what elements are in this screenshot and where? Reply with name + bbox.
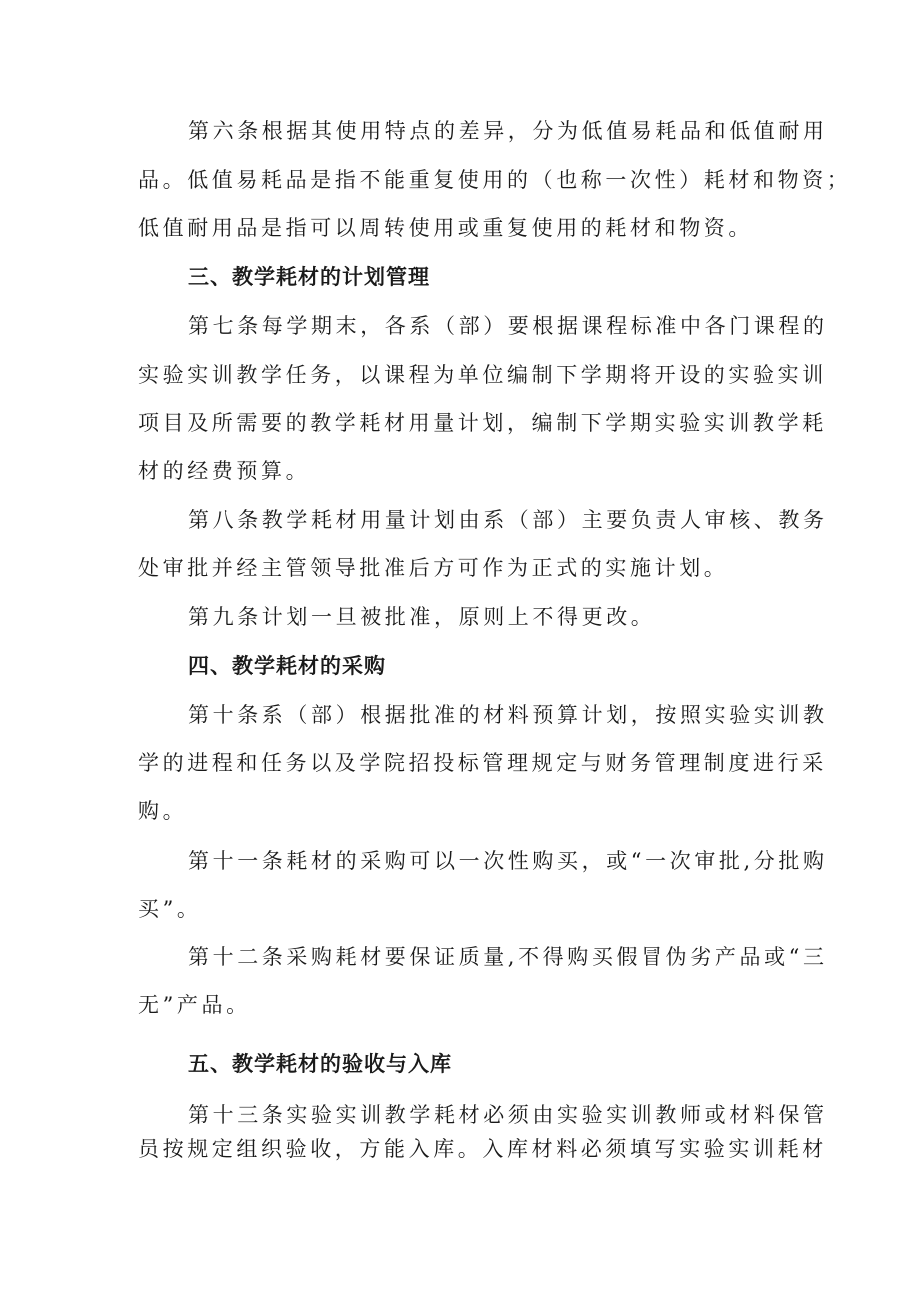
paragraph-line: 实验实训教学任务，以课程为单位编制下学期将开设的实验实训 bbox=[138, 363, 827, 387]
paragraph-line: 材的经费预算。 bbox=[138, 459, 311, 483]
paragraph-line: 学的进程和任务以及学院招投标管理规定与财务管理制度进行采 bbox=[138, 751, 827, 775]
paragraph-line: 第十条系（部）根据批准的材料预算计划，按照实验实训教 bbox=[188, 703, 828, 727]
paragraph-line: 第八条教学耗材用量计划由系（部）主要负责人审核、教务 bbox=[188, 508, 828, 532]
paragraph-line: 第七条每学期末，各系（部）要根据课程标准中各门课程的 bbox=[188, 314, 828, 338]
paragraph-line: 购。 bbox=[138, 799, 188, 823]
section-heading: 五、教学耗材的验收与入库 bbox=[188, 1052, 452, 1076]
paragraph-line: 处审批并经主管领导批准后方可作为正式的实施计划。 bbox=[138, 556, 729, 580]
paragraph-line: 第九条计划一旦被批准，原则上不得更改。 bbox=[188, 605, 656, 629]
paragraph-line: 第六条根据其使用特点的差异，分为低值易耗品和低值耐用 bbox=[188, 119, 828, 143]
section-heading: 四、教学耗材的采购 bbox=[188, 654, 386, 678]
paragraph-line: 买”。 bbox=[138, 897, 202, 921]
paragraph-line: 品。低值易耗品是指不能重复使用的（也称一次性）耗材和物资； bbox=[138, 168, 852, 192]
paragraph-line: 无”产品。 bbox=[138, 993, 251, 1017]
paragraph-line: 第十三条实验实训教学耗材必须由实验实训教师或材料保管 bbox=[188, 1103, 828, 1127]
paragraph-line: 低值耐用品是指可以周转使用或重复使用的耗材和物资。 bbox=[138, 216, 753, 240]
paragraph-line: 项目及所需要的教学耗材用量计划，编制下学期实验实训教学耗 bbox=[138, 411, 827, 435]
section-heading: 三、教学耗材的计划管理 bbox=[188, 265, 430, 289]
paragraph-line: 第十二条采购耗材要保证质量,不得购买假冒伪劣产品或“三 bbox=[188, 945, 828, 969]
paragraph-line: 第十一条耗材的采购可以一次性购买，或“一次审批,分批购 bbox=[188, 849, 828, 873]
paragraph-line: 员按规定组织验收，方能入库。入库材料必须填写实验实训耗材 bbox=[138, 1137, 827, 1161]
